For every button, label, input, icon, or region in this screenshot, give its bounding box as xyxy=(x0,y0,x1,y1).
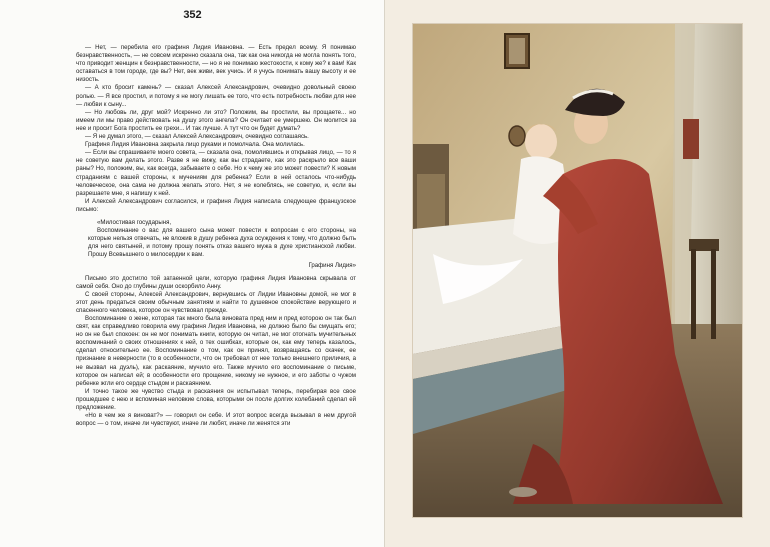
paragraph: Воспоминание о жене, которая так много была виновата пред ним и пред которою он так был свят, как справедливо говорила ему графиня Лидия Ивановна, не должно было бы смущать его; но он не был спокоен: он не мог понимать книги, которую он читал, не мог отогнать мучительных воспоминаний о своих отношениях к ней, о тех ошибках, которые он, как ему теперь казалось, сделал относительно ее. Воспоминание о том, как он принял, возвращаясь со скачек, ее признание в неверности (то в особенности, что он требовал от нее только внешнего приличия, а не вызвал на дуэль), как раскаяние, мучило его. Также мучило его воспоминание о письме, которое он написал ей; в особенности его прощение, никому не нужное, и его заботы о чужом ребенке жгли его сердце стыдом и раскаянием. xyxy=(76,315,356,387)
painting-svg xyxy=(413,24,742,517)
paragraph: — Если вы спрашиваете моего совета, — сказала она, помолившись и открывая лицо, — то я не советую вам делать этого. Разве я не вижу, как вы страдаете, как это раскрыло все ваши раны? Но, положим, вы, как всегда, забываете о себе. Но к чему же это может повести? К новым страданиям с вашей стороны, к мучениям для ребенка? Если в ней осталось что-нибудь человеческое, она сама не должна желать этого. Нет, я не колеблясь, не советую, и, если вы разрешаете мне, я напишу к ней. xyxy=(76,149,356,197)
text-column xyxy=(76,44,356,428)
illustration xyxy=(413,24,742,517)
letter xyxy=(88,219,356,271)
paragraph: — Но любовь ли, друг мой? Искренно ли это? Положим, вы простили, вы прощаете... но имеем ли мы право действовать на душу этого ангела? Он считает ее умершею. Он молится за нее и просит Бога простить ее грехи... И так лучше. А тут что он будет думать? xyxy=(76,108,356,132)
wall-ornament xyxy=(683,119,699,159)
paragraph: С своей стороны, Алексей Александрович, вернувшись от Лидии Ивановны домой, не мог в этот день предаться своим обычным занятиям и найти то душевное спокойствие верующего и спасенного человека, которое он чувствовал прежде. xyxy=(76,290,356,314)
paragraph: — Нет, — перебила его графиня Лидия Ивановна. — Есть предел всему. Я понимаю безнравственность, — не совсем искренно сказала она, так как она никогда не могла понять того, что приводит женщин к безнравственности, — но я не понимаю жестокости, к кому же? к вам! Как оставаться в том городе, где вы? Нет, век живи, век учись. И я учусь понимать вашу высоту и ее низость. xyxy=(76,44,356,84)
paragraph: «Но в чем же я виноват?» — говорил он себе. И этот вопрос всегда вызывал в нем другой вопрос — о том, иначе ли чувствуют, иначе ли любят, иначе ли женятся эти xyxy=(76,412,356,428)
letter-signature: Графиня Лидия» xyxy=(308,262,356,270)
paragraph: — Я не думал этого, — сказал Алексей Александрович, очевидно соглашаясь. xyxy=(85,133,309,141)
letter-salutation: «Милостивая государыня, xyxy=(97,218,172,226)
right-page xyxy=(385,0,770,547)
paragraph: — А кто бросит камень? — сказал Алексей Александрович, очевидно довольный своею ролью. — Я все простил, и потому я не могу лишать ее того, что есть потребность любви для нее — любви к сыну... xyxy=(76,84,356,108)
page-number: 352 xyxy=(183,9,202,21)
wall-medallion xyxy=(509,126,525,146)
paragraph: Графиня Лидия Ивановна закрыла лицо руками и помолчала. Она молилась. xyxy=(85,141,305,149)
paragraph: Письмо это достигло той затаенной цели, которую графиня Лидия Ивановна скрывала от самой себя. Оно до глубины души оскорбило Анну. xyxy=(76,274,356,290)
letter-body: Воспоминание о вас для вашего сына может повести к вопросам с его стороны, на которые нельзя отвечать, не вложив в душу ребенка духа осуждения к тому, что должно быть для него святыней, и потому прошу понять отказ вашего мужа в духе христианской любви. Прошу Всевышнего о милосердии к вам. xyxy=(88,227,356,259)
boy-head xyxy=(525,124,557,160)
paragraph: И точно такое же чувство стыда и раскаяния он испытывал теперь, перебирая все свое прошедшее с нею и вспоминая неловкие слова, которыми он после долгих колебаний сделал ей предложение. xyxy=(76,387,356,412)
paragraph: И Алексей Александрович согласился, и графиня Лидия написала следующее французское письмо: xyxy=(76,197,356,213)
